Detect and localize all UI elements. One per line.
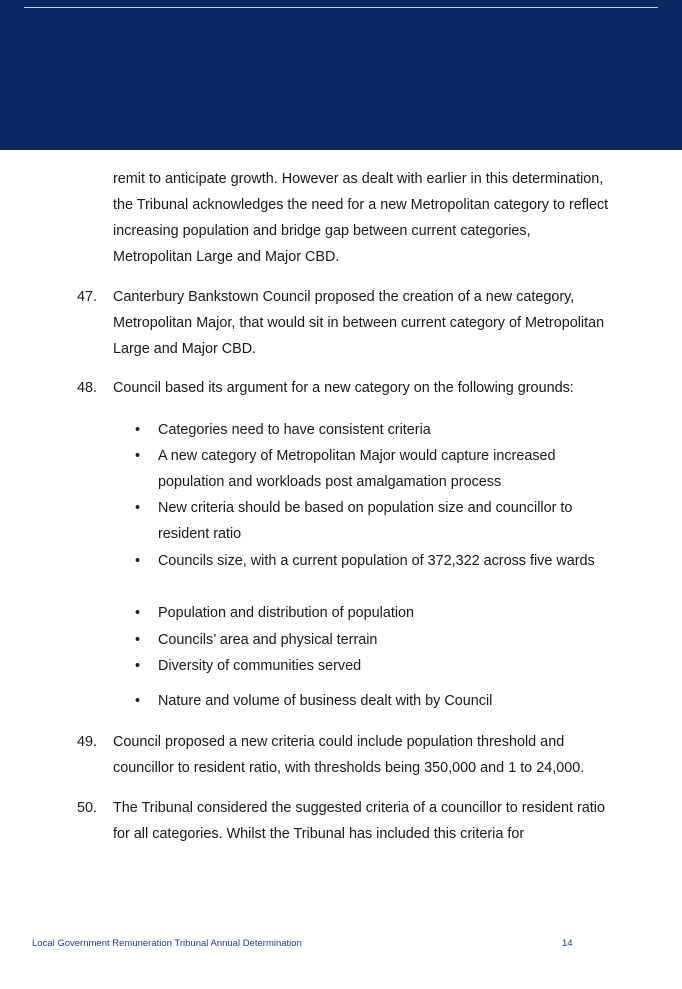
list-item-text: Councils size, with a current population of 372,322 across five wards — [158, 553, 595, 569]
list-item-text: Diversity of communities served — [158, 658, 362, 674]
list-item-text: Population and distribution of population — [158, 605, 415, 621]
paragraph-text: Council based its argument for a new category on the following grounds: — [113, 380, 574, 396]
paragraph-number: 48. — [77, 380, 98, 396]
bullet-icon: • — [135, 422, 141, 438]
paragraph-number: 50. — [77, 800, 98, 816]
bullet-icon: • — [135, 693, 141, 709]
header-rule — [24, 7, 658, 8]
bullet-icon: • — [135, 605, 141, 621]
bullet-icon: • — [135, 500, 141, 516]
paragraph-number: 47. — [77, 289, 98, 305]
continued-paragraph: remit to anticipate growth. However as dealt with earlier in this determination, the Tribunal acknowledges the need for a new Metropolitan category to reflect increasing population and bridge gap between current categories, Metropolitan Large and Major CBD. — [113, 171, 609, 265]
list-item-text: New criteria should be based on population size and councillor to resident ratio — [158, 500, 573, 542]
header-band — [0, 0, 682, 150]
paragraph-text: Council proposed a new criteria could include population threshold and councillor to resident ratio, with thresholds being 350,000 and 1 to 24,000. — [113, 734, 585, 776]
paragraph-text: The Tribunal considered the suggested criteria of a councillor to resident ratio for all categories. Whilst the Tribunal has included this criteria for — [113, 800, 605, 842]
bullet-icon: • — [135, 658, 141, 674]
list-item-text: Councils’ area and physical terrain — [158, 632, 378, 648]
bullet-icon: • — [135, 632, 141, 648]
paragraph-text: Canterbury Bankstown Council proposed the creation of a new category, Metropolitan Major, that would sit in between current category of Metropolitan Large and Major CBD. — [113, 289, 605, 357]
bullet-icon: • — [135, 448, 141, 464]
page-number: 14 — [562, 938, 573, 949]
list-item-text: Nature and volume of business dealt with by Council — [158, 693, 493, 709]
footer-title: Local Government Remuneration Tribunal Annual Determination — [32, 938, 302, 949]
list-item-text: Categories need to have consistent criteria — [158, 422, 431, 438]
paragraph-number: 49. — [77, 734, 98, 750]
list-item-text: A new category of Metropolitan Major would capture increased population and workloads post amalgamation process — [158, 448, 556, 490]
bullet-icon: • — [135, 553, 141, 569]
